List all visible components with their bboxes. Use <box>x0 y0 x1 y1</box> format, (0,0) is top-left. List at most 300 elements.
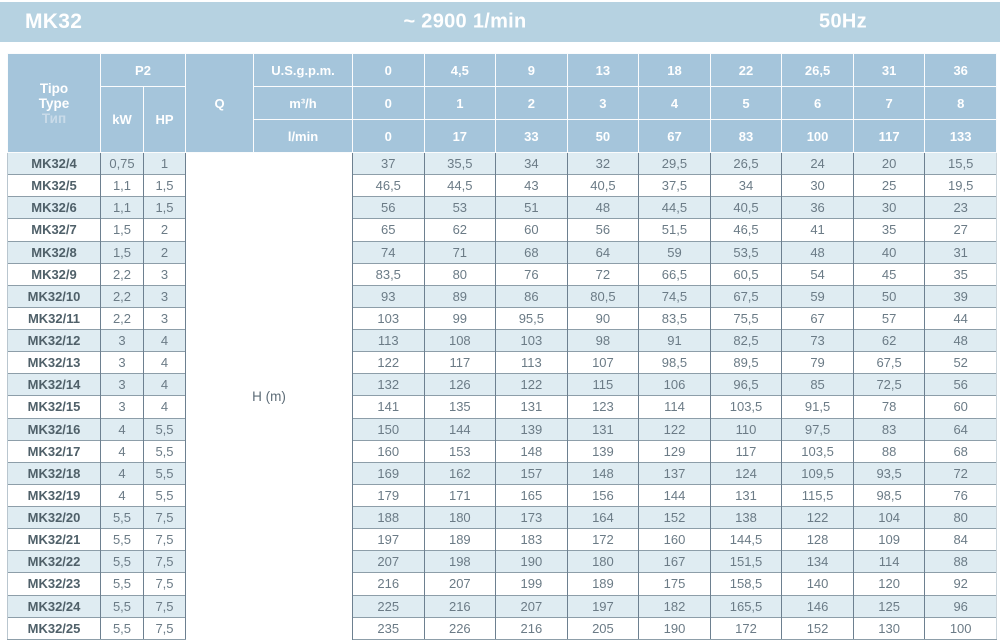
head-value: 99 <box>424 307 496 329</box>
head-value: 180 <box>567 551 639 573</box>
head-value: 134 <box>782 551 854 573</box>
unit-usgpm-label: U.S.g.p.m. <box>254 54 353 87</box>
head-value: 113 <box>496 352 568 374</box>
head-value: 109 <box>853 529 925 551</box>
row-label: MK32/22 <box>8 551 101 573</box>
head-value: 79 <box>782 352 854 374</box>
head-value: 216 <box>353 573 425 595</box>
head-value: 73 <box>782 330 854 352</box>
head-value: 24 <box>782 153 854 175</box>
head-value: 135 <box>424 396 496 418</box>
row-label: MK32/9 <box>8 263 101 285</box>
head-value: 122 <box>496 374 568 396</box>
head-value: 56 <box>353 197 425 219</box>
kw-value: 4 <box>101 418 144 440</box>
head-value: 44,5 <box>639 197 711 219</box>
head-value: 53,5 <box>710 241 782 263</box>
head-value: 64 <box>925 418 997 440</box>
table-row <box>8 153 997 175</box>
head-value: 141 <box>353 396 425 418</box>
table-row <box>8 595 997 617</box>
head-value: 115 <box>567 374 639 396</box>
kw-value: 4 <box>101 462 144 484</box>
head-value: 92 <box>925 573 997 595</box>
head-value: 27 <box>925 219 997 241</box>
head-value: 53 <box>424 197 496 219</box>
head-value: 129 <box>639 440 711 462</box>
head-value: 197 <box>353 529 425 551</box>
head-value: 188 <box>353 507 425 529</box>
kw-value: 2,2 <box>101 285 144 307</box>
head-value: 56 <box>567 219 639 241</box>
head-value: 103,5 <box>782 440 854 462</box>
head-value: 109,5 <box>782 462 854 484</box>
head-value: 95,5 <box>496 307 568 329</box>
head-value: 146 <box>782 595 854 617</box>
table-row <box>8 285 997 307</box>
head-value: 179 <box>353 484 425 506</box>
head-value: 67,5 <box>853 352 925 374</box>
model-title: MK32 <box>25 10 83 33</box>
head-value: 148 <box>567 462 639 484</box>
head-value: 25 <box>853 175 925 197</box>
head-value: 54 <box>782 263 854 285</box>
frequency-label: 50Hz <box>819 10 867 33</box>
row-label: MK32/21 <box>8 529 101 551</box>
head-value: 131 <box>710 484 782 506</box>
unit-m3h-label: m³/h <box>254 87 353 120</box>
head-value: 190 <box>639 617 711 639</box>
head-value: 39 <box>925 285 997 307</box>
flow-value: 4,5 <box>424 54 496 87</box>
head-value: 165,5 <box>710 595 782 617</box>
table-row <box>8 529 997 551</box>
hp-value: 1,5 <box>144 175 186 197</box>
row-label: MK32/7 <box>8 219 101 241</box>
hp-value: 5,5 <box>144 418 186 440</box>
head-value: 110 <box>710 418 782 440</box>
head-value: 51,5 <box>639 219 711 241</box>
head-value: 108 <box>424 330 496 352</box>
head-value: 91,5 <box>782 396 854 418</box>
table-body <box>8 153 997 640</box>
flow-value: 50 <box>567 120 639 153</box>
flow-value: 67 <box>639 120 711 153</box>
head-value: 89 <box>424 285 496 307</box>
hp-value: 7,5 <box>144 551 186 573</box>
head-value: 162 <box>424 462 496 484</box>
head-value: 34 <box>496 153 568 175</box>
head-value: 80,5 <box>567 285 639 307</box>
head-value: 152 <box>639 507 711 529</box>
head-value: 190 <box>496 551 568 573</box>
hp-value: 2 <box>144 241 186 263</box>
table-row <box>8 418 997 440</box>
head-value: 83,5 <box>353 263 425 285</box>
flow-value: 31 <box>853 54 925 87</box>
kw-value: 1,5 <box>101 241 144 263</box>
hp-value: 2 <box>144 219 186 241</box>
head-value: 48 <box>925 330 997 352</box>
head-value: 150 <box>353 418 425 440</box>
head-value: 151,5 <box>710 551 782 573</box>
head-value: 20 <box>853 153 925 175</box>
head-value: 23 <box>925 197 997 219</box>
head-value: 207 <box>496 595 568 617</box>
head-value: 171 <box>424 484 496 506</box>
unit-lmin-label: l/min <box>254 120 353 153</box>
head-value: 26,5 <box>710 153 782 175</box>
table-row <box>8 551 997 573</box>
head-value: 207 <box>353 551 425 573</box>
flow-value: 83 <box>710 120 782 153</box>
table-row <box>8 462 997 484</box>
hp-value: 1 <box>144 153 186 175</box>
head-value: 144 <box>639 484 711 506</box>
head-value: 44 <box>925 307 997 329</box>
head-value: 90 <box>567 307 639 329</box>
head-value: 60 <box>925 396 997 418</box>
hp-value: 7,5 <box>144 529 186 551</box>
head-value: 139 <box>496 418 568 440</box>
head-value: 88 <box>925 551 997 573</box>
head-value: 125 <box>853 595 925 617</box>
head-value: 117 <box>710 440 782 462</box>
head-value: 66,5 <box>639 263 711 285</box>
head-value: 83 <box>853 418 925 440</box>
title-band <box>0 2 1000 42</box>
head-value: 72,5 <box>853 374 925 396</box>
head-unit-cell: H (m) <box>186 153 353 640</box>
head-value: 78 <box>853 396 925 418</box>
row-label: MK32/12 <box>8 330 101 352</box>
head-value: 160 <box>639 529 711 551</box>
row-label: MK32/13 <box>8 352 101 374</box>
header-row-m3h <box>8 87 997 120</box>
head-value: 156 <box>567 484 639 506</box>
head-value: 104 <box>853 507 925 529</box>
hp-value: 5,5 <box>144 462 186 484</box>
head-value: 31 <box>925 241 997 263</box>
row-label: MK32/15 <box>8 396 101 418</box>
head-value: 62 <box>853 330 925 352</box>
head-value: 35 <box>853 219 925 241</box>
head-value: 122 <box>353 352 425 374</box>
flow-value: 6 <box>782 87 854 120</box>
head-value: 86 <box>496 285 568 307</box>
p2-header: P2 <box>101 54 186 87</box>
kw-value: 5,5 <box>101 529 144 551</box>
head-value: 37,5 <box>639 175 711 197</box>
kw-value: 3 <box>101 352 144 374</box>
head-value: 46,5 <box>710 219 782 241</box>
table-row <box>8 219 997 241</box>
table-row <box>8 241 997 263</box>
row-label: MK32/11 <box>8 307 101 329</box>
table-row <box>8 330 997 352</box>
head-value: 183 <box>496 529 568 551</box>
head-value: 91 <box>639 330 711 352</box>
type-label-ru: Тип <box>41 110 67 126</box>
hp-value: 4 <box>144 374 186 396</box>
head-value: 46,5 <box>353 175 425 197</box>
head-value: 128 <box>782 529 854 551</box>
head-value: 44,5 <box>424 175 496 197</box>
head-value: 59 <box>639 241 711 263</box>
head-value: 80 <box>424 263 496 285</box>
head-value: 35,5 <box>424 153 496 175</box>
kw-value: 3 <box>101 330 144 352</box>
hp-value: 7,5 <box>144 507 186 529</box>
flow-value: 18 <box>639 54 711 87</box>
head-value: 76 <box>496 263 568 285</box>
type-label-it: Tipo <box>39 80 69 96</box>
head-value: 30 <box>853 197 925 219</box>
head-value: 98 <box>567 330 639 352</box>
hp-value: 1,5 <box>144 197 186 219</box>
row-label: MK32/17 <box>8 440 101 462</box>
kw-value: 2,2 <box>101 263 144 285</box>
head-value: 225 <box>353 595 425 617</box>
speed-label: ~ 2900 1/min <box>403 10 527 33</box>
performance-table <box>7 53 997 640</box>
table-row <box>8 374 997 396</box>
head-value: 36 <box>782 197 854 219</box>
row-label: MK32/14 <box>8 374 101 396</box>
head-value: 139 <box>567 440 639 462</box>
head-value: 164 <box>567 507 639 529</box>
flow-value: 3 <box>567 87 639 120</box>
head-value: 131 <box>567 418 639 440</box>
head-value: 37 <box>353 153 425 175</box>
head-value: 182 <box>639 595 711 617</box>
head-value: 124 <box>710 462 782 484</box>
head-value: 113 <box>353 330 425 352</box>
head-value: 19,5 <box>925 175 997 197</box>
head-value: 71 <box>424 241 496 263</box>
head-value: 51 <box>496 197 568 219</box>
head-value: 132 <box>353 374 425 396</box>
head-value: 100 <box>925 617 997 639</box>
head-value: 103,5 <box>710 396 782 418</box>
head-value: 67 <box>782 307 854 329</box>
head-value: 114 <box>853 551 925 573</box>
kw-value: 5,5 <box>101 551 144 573</box>
head-value: 74,5 <box>639 285 711 307</box>
head-value: 34 <box>710 175 782 197</box>
row-label: MK32/8 <box>8 241 101 263</box>
head-value: 172 <box>710 617 782 639</box>
head-value: 35 <box>925 263 997 285</box>
hp-value: 4 <box>144 330 186 352</box>
table-header <box>8 54 997 153</box>
head-value: 117 <box>424 352 496 374</box>
head-value: 144,5 <box>710 529 782 551</box>
type-column-header <box>8 54 101 153</box>
table-row <box>8 396 997 418</box>
head-value: 189 <box>424 529 496 551</box>
head-value: 216 <box>496 617 568 639</box>
head-value: 93,5 <box>853 462 925 484</box>
head-value: 172 <box>567 529 639 551</box>
kw-value: 1,1 <box>101 175 144 197</box>
hp-value: 5,5 <box>144 484 186 506</box>
head-value: 175 <box>639 573 711 595</box>
head-value: 158,5 <box>710 573 782 595</box>
hp-value: 4 <box>144 352 186 374</box>
flow-value: 117 <box>853 120 925 153</box>
head-value: 40,5 <box>710 197 782 219</box>
head-value: 180 <box>424 507 496 529</box>
head-value: 15,5 <box>925 153 997 175</box>
hp-value: 5,5 <box>144 440 186 462</box>
head-value: 32 <box>567 153 639 175</box>
type-label-en: Type <box>38 95 70 111</box>
kw-value: 2,2 <box>101 307 144 329</box>
head-value: 148 <box>496 440 568 462</box>
row-label: MK32/25 <box>8 617 101 639</box>
head-value: 97,5 <box>782 418 854 440</box>
head-value: 68 <box>925 440 997 462</box>
flow-value: 0 <box>353 120 425 153</box>
head-value: 98,5 <box>639 352 711 374</box>
kw-value: 3 <box>101 374 144 396</box>
head-value: 144 <box>424 418 496 440</box>
hp-header: HP <box>144 87 186 153</box>
head-value: 85 <box>782 374 854 396</box>
head-value: 226 <box>424 617 496 639</box>
table-row <box>8 573 997 595</box>
table-row <box>8 307 997 329</box>
head-value: 122 <box>639 418 711 440</box>
head-value: 103 <box>496 330 568 352</box>
head-value: 83,5 <box>639 307 711 329</box>
head-value: 60 <box>496 219 568 241</box>
flow-value: 100 <box>782 120 854 153</box>
flow-value: 1 <box>424 87 496 120</box>
head-value: 140 <box>782 573 854 595</box>
head-value: 107 <box>567 352 639 374</box>
head-value: 98,5 <box>853 484 925 506</box>
kw-value: 1,5 <box>101 219 144 241</box>
flow-value: 2 <box>496 87 568 120</box>
head-value: 40,5 <box>567 175 639 197</box>
head-value: 197 <box>567 595 639 617</box>
table-row <box>8 484 997 506</box>
flow-value: 7 <box>853 87 925 120</box>
row-label: MK32/19 <box>8 484 101 506</box>
kw-value: 4 <box>101 440 144 462</box>
kw-value: 0,75 <box>101 153 144 175</box>
row-label: MK32/4 <box>8 153 101 175</box>
head-value: 48 <box>567 197 639 219</box>
flow-value: 5 <box>710 87 782 120</box>
kw-value: 5,5 <box>101 573 144 595</box>
hp-value: 7,5 <box>144 617 186 639</box>
flow-value: 22 <box>710 54 782 87</box>
head-value: 157 <box>496 462 568 484</box>
head-value: 169 <box>353 462 425 484</box>
head-value: 60,5 <box>710 263 782 285</box>
hp-value: 3 <box>144 307 186 329</box>
head-value: 103 <box>353 307 425 329</box>
head-value: 80 <box>925 507 997 529</box>
head-value: 167 <box>639 551 711 573</box>
head-value: 96 <box>925 595 997 617</box>
table-row <box>8 175 997 197</box>
head-value: 45 <box>853 263 925 285</box>
head-value: 199 <box>496 573 568 595</box>
head-value: 29,5 <box>639 153 711 175</box>
head-value: 189 <box>567 573 639 595</box>
row-label: MK32/23 <box>8 573 101 595</box>
hp-value: 7,5 <box>144 595 186 617</box>
table-row <box>8 440 997 462</box>
row-label: MK32/5 <box>8 175 101 197</box>
head-value: 52 <box>925 352 997 374</box>
head-value: 62 <box>424 219 496 241</box>
head-value: 173 <box>496 507 568 529</box>
head-value: 75,5 <box>710 307 782 329</box>
head-value: 74 <box>353 241 425 263</box>
kw-value: 5,5 <box>101 507 144 529</box>
head-value: 122 <box>782 507 854 529</box>
hp-value: 4 <box>144 396 186 418</box>
hp-value: 3 <box>144 285 186 307</box>
kw-header: kW <box>101 87 144 153</box>
head-value: 120 <box>853 573 925 595</box>
head-value: 48 <box>782 241 854 263</box>
head-value: 50 <box>853 285 925 307</box>
head-value: 115,5 <box>782 484 854 506</box>
head-value: 131 <box>496 396 568 418</box>
head-value: 106 <box>639 374 711 396</box>
flow-value: 13 <box>567 54 639 87</box>
flow-value: 0 <box>353 87 425 120</box>
row-label: MK32/20 <box>8 507 101 529</box>
table-row <box>8 197 997 219</box>
kw-value: 3 <box>101 396 144 418</box>
head-value: 76 <box>925 484 997 506</box>
kw-value: 4 <box>101 484 144 506</box>
head-value: 137 <box>639 462 711 484</box>
head-value: 84 <box>925 529 997 551</box>
table-row <box>8 352 997 374</box>
row-label: MK32/18 <box>8 462 101 484</box>
head-value: 40 <box>853 241 925 263</box>
head-value: 65 <box>353 219 425 241</box>
head-value: 160 <box>353 440 425 462</box>
head-value: 43 <box>496 175 568 197</box>
head-value: 123 <box>567 396 639 418</box>
row-label: MK32/16 <box>8 418 101 440</box>
head-value: 130 <box>853 617 925 639</box>
head-value: 72 <box>567 263 639 285</box>
head-value: 165 <box>496 484 568 506</box>
head-value: 152 <box>782 617 854 639</box>
row-label: MK32/6 <box>8 197 101 219</box>
header-row-usgpm <box>8 54 997 87</box>
head-value: 82,5 <box>710 330 782 352</box>
head-value: 138 <box>710 507 782 529</box>
table-row <box>8 263 997 285</box>
head-value: 205 <box>567 617 639 639</box>
head-value: 153 <box>424 440 496 462</box>
kw-value: 5,5 <box>101 595 144 617</box>
head-value: 59 <box>782 285 854 307</box>
head-value: 56 <box>925 374 997 396</box>
head-value: 198 <box>424 551 496 573</box>
